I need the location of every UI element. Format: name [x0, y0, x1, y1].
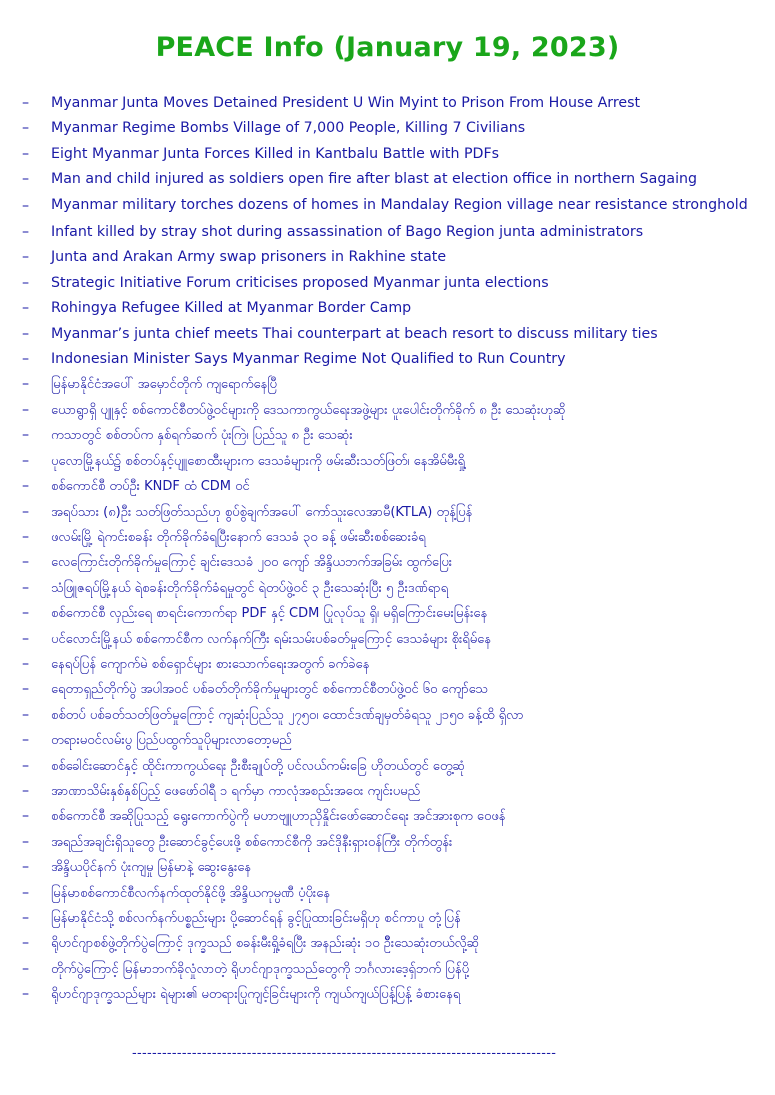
- news-link[interactable]: နေရပ်ပြန် ကျောက်မဲ စစ်ရှောင်များ စားသောက်ရေးအတွက် ခက်ခဲနေ: [51, 656, 370, 672]
- list-item: [20, 525, 760, 550]
- news-link[interactable]: Eight Myanmar Junta Forces Killed in Kantbalu Battle with PDFs: [51, 145, 500, 162]
- list-item: [20, 881, 760, 906]
- news-link[interactable]: စစ်ကောင်စီ လှည်းရေ စာရင်းကောက်ရာ PDF နှင့် CDM ပြုလုပ်သူ ရှိ၊ မရှိကြောင်းမေးမြန်းနေ: [51, 606, 488, 622]
- bullet-dash: –: [22, 630, 30, 647]
- bullet-dash: –: [22, 986, 30, 1003]
- list-item: [20, 500, 760, 525]
- news-list: [20, 91, 760, 1008]
- news-link[interactable]: မြန်မာနိုင်ငံအပေါ် အမှောင်တိုက် ကျရောက်နေပြီ: [51, 377, 277, 393]
- bullet-dash: –: [22, 859, 30, 876]
- list-item: [20, 601, 760, 626]
- bullet-dash: –: [22, 325, 30, 342]
- bullet-dash: –: [22, 681, 30, 698]
- bullet-dash: –: [22, 528, 30, 545]
- news-link[interactable]: ယောရွာရှိ ပျူနှင့် စစ်ကောင်စီတပ်ဖွဲ့ဝင်များကို ဒေသကာကွယ်ရေးအဖွဲ့များ ပူးပေါင်းတိုက်ခိုက် ၈ ဦး သေဆုံးဟုဆို: [51, 402, 566, 418]
- bullet-dash: –: [22, 145, 30, 162]
- bullet-dash: –: [22, 884, 30, 901]
- bullet-dash: –: [22, 171, 30, 188]
- bullet-dash: –: [22, 224, 30, 241]
- bullet-dash: –: [22, 300, 30, 317]
- bullet-dash: –: [22, 960, 30, 977]
- news-link[interactable]: Myanmar military torches dozens of homes in Mandalay Region village near resistance stronghold: [51, 196, 748, 213]
- list-item: [20, 423, 760, 448]
- list-item: [20, 142, 760, 167]
- news-link[interactable]: Indonesian Minister Says Myanmar Regime Not Qualified to Run Country: [51, 351, 566, 368]
- news-link[interactable]: Myanmar Junta Moves Detained President U Win Myint to Prison From House Arrest: [51, 95, 641, 111]
- bullet-dash: –: [22, 655, 30, 672]
- news-link[interactable]: အရည်အချင်းရှိသူတွေ ဦးဆောင်ခွင့်ပေးဖို့ စစ်ကောင်စီကို အင်ဒိုနီးရှားဝန်ကြီး တိုက်တွန်း: [51, 834, 453, 850]
- news-link[interactable]: Rohingya Refugee Killed at Myanmar Border Camp: [51, 300, 412, 317]
- bullet-dash: –: [22, 401, 30, 418]
- footer-divider: -------------------------------------------------------------------------------------: [132, 1046, 557, 1061]
- list-item: [20, 576, 760, 601]
- bullet-dash: –: [22, 452, 30, 469]
- news-link[interactable]: လေကြောင်းတိုက်ခိုက်မှုကြောင့် ချင်းဒေသခံ ၂၀၀ ကျော် အိန္ဒိယဘက်အခြမ်း ထွက်ပြေး: [51, 555, 453, 571]
- news-link[interactable]: ကသာတွင် စစ်တပ်က နှစ်ရက်ဆက် ပုံးကြဲ၊ ပြည်သူ ၈ ဦး သေဆုံး: [51, 428, 353, 444]
- bullet-dash: –: [22, 935, 30, 952]
- list-item: [20, 931, 760, 956]
- bullet-dash: –: [22, 274, 30, 291]
- bullet-dash: –: [22, 808, 30, 825]
- news-link[interactable]: Infant killed by stray shot during assassination of Bago Region junta administrators: [51, 224, 644, 241]
- list-item: [20, 449, 760, 474]
- news-link[interactable]: စစ်ကောင်စီ တပ်ဦး KNDF ထံ CDM ဝင်: [51, 479, 250, 495]
- list-item: [20, 347, 760, 372]
- bullet-dash: –: [22, 120, 30, 137]
- list-item: [20, 193, 760, 220]
- list-item: [20, 296, 760, 321]
- list-item: [20, 398, 760, 423]
- news-link[interactable]: Man and child injured as soldiers open fire after blast at election office in northern Sagaing: [51, 171, 698, 188]
- list-item: [20, 474, 760, 499]
- bullet-dash: –: [22, 757, 30, 774]
- news-link[interactable]: မြန်မာနိုင်ငံသို့ စစ်လက်နက်ပစ္စည်းများ ပို့ဆောင်ရန် ခွင့်ပြုထားခြင်းမရှိဟု စင်ကာပူ တုံ့ပြန်: [51, 911, 461, 926]
- news-link[interactable]: Myanmar’s junta chief meets Thai counterpart at beach resort to discuss military ties: [51, 325, 658, 342]
- bullet-dash: –: [22, 605, 30, 622]
- bullet-dash: –: [22, 197, 30, 214]
- news-link[interactable]: Myanmar Regime Bombs Village of 7,000 People, Killing 7 Civilians: [51, 120, 526, 137]
- news-link[interactable]: ရိုဟင်ဂျာစစ်ဖွဲ့တိုက်ပွဲကြောင့် ဒုက္ခသည် စခန်းမီးရှို့ခံရပြီး အနည်းဆုံး ၁၀ ဥိိီးသေဆုံးတယ်လို့ဆို: [51, 936, 480, 952]
- news-link[interactable]: စစ်ကောင်စီ အဆိုပြုသည့် ရွေးကောက်ပွဲကို မဟာဗျူဟာညှိနှိုင်းဖော်ဆောင်ရေး အင်အားစုက ဝေဖန်: [51, 809, 506, 825]
- bullet-dash: –: [22, 579, 30, 596]
- bullet-dash: –: [22, 910, 30, 926]
- news-link[interactable]: ဖလမ်းမြို့ ရဲကင်းစခန်း တိုက်ခိုက်ခံရပြီးနောက် ဒေသခံ ၃၀ ခန့် ဖမ်းဆီးစစ်ဆေးခံရ: [51, 529, 426, 545]
- bullet-dash: –: [22, 95, 30, 111]
- news-link[interactable]: အာဏာသိမ်းနှစ်နှစ်ပြည့် ဖေဖော်ဝါရီ ၁ ရက်မှာ ကာလုံအစည်းအဝေး ကျင်းပမည်: [51, 783, 421, 799]
- list-item: [20, 703, 760, 728]
- news-link[interactable]: တိုက်ပွဲကြောင့် မြန်မာဘက်ခိုလှုံလာတဲ့ ရိုဟင်ဂျာဒုက္ခသည်တွေကို ဘင်္ဂလားဒေ့ရှ်ဘက် ပြန်ပို့: [51, 961, 469, 977]
- news-link[interactable]: အိန္ဒိယပိုင်နက် ပုံးကျမှု မြန်မာနဲ့ ဆွေးနွေးနေ: [51, 860, 252, 876]
- bullet-dash: –: [22, 554, 30, 571]
- list-item: [20, 116, 760, 141]
- list-item: [20, 372, 760, 397]
- list-item: [20, 957, 760, 982]
- news-link[interactable]: အရပ်သား (၈)ဦး သတ်ဖြတ်သည်ဟု စွပ်စွဲချက်အပေါ် ကော်သူးလေအာမီ(KTLA) တုန့်ပြန်: [51, 504, 473, 520]
- news-link[interactable]: Strategic Initiative Forum criticises proposed Myanmar junta elections: [51, 274, 549, 291]
- bullet-dash: –: [22, 249, 30, 266]
- list-item: [20, 220, 760, 245]
- news-link[interactable]: ပုလောမြို့နယ်၌ စစ်တပ်နှင့်ပျူစောထီးများက ဒေသခံများကို ဖမ်းဆီးသတ်ဖြတ်၊ နေအိမ်မီးရှို့: [51, 453, 465, 469]
- news-link[interactable]: စစ်ခေါင်းဆောင်နှင့် ထိုင်းကာကွယ်ရေး ဦးစီးချုပ်တို့ ပင်လယ်ကမ်းခြေ ဟိုတယ်တွင် တွေ့ဆုံ: [51, 758, 466, 774]
- bullet-dash: –: [22, 427, 30, 444]
- bullet-dash: –: [22, 376, 30, 393]
- list-item: [20, 728, 760, 753]
- bullet-dash: –: [22, 706, 30, 723]
- list-item: [20, 322, 760, 347]
- news-link[interactable]: သံဖြူဇရပ်မြို့နယ် ရဲစခန်းတိုက်ခိုက်ခံရမှုတွင် ရဲတပ်ဖွဲ့ဝင် ၃ ဦးသေဆုံးပြီး ၅ ဦးဒဏ်ရာရ: [51, 580, 449, 596]
- news-link[interactable]: စစ်တပ် ပစ်ခတ်သတ်ဖြတ်မှုကြောင့် ကျဆုံးပြည်သူ ၂၇၅၀၊ ထောင်ဒဏ်ချမှတ်ခံရသူ ၂၁၅၀ ခန့်ထိ ရှိလာ: [51, 707, 524, 723]
- page-title: PEACE Info (January 19, 2023): [155, 32, 620, 63]
- list-item: [20, 652, 760, 677]
- list-item: [20, 245, 760, 270]
- bullet-dash: –: [22, 833, 30, 850]
- list-item: [20, 779, 760, 804]
- list-item: [20, 982, 760, 1007]
- list-item: [20, 550, 760, 575]
- bullet-dash: –: [22, 503, 30, 520]
- list-item: [20, 906, 760, 931]
- list-item: [20, 830, 760, 855]
- news-link[interactable]: တရားမဝင်လမ်းပွ ပြည်ပထွက်သူပိုများလာတော့မည်: [51, 733, 292, 749]
- list-item: [20, 167, 760, 192]
- list-item: [20, 804, 760, 829]
- list-item: [20, 91, 760, 116]
- news-link[interactable]: ရိုဟင်ဂျာဒုက္ခသည်များ ရဲများ၏ မတရားပြုကျင့်ခြင်းများကို ကျယ်ကျယ်ပြန့်ပြန့် ခံစားနေရ: [51, 987, 461, 1003]
- bullet-dash: –: [22, 732, 30, 749]
- list-item: [20, 271, 760, 296]
- bullet-dash: –: [22, 782, 30, 799]
- list-item: [20, 855, 760, 880]
- list-item: [20, 754, 760, 779]
- bullet-dash: –: [22, 351, 30, 368]
- list-item: [20, 677, 760, 702]
- bullet-dash: –: [22, 478, 30, 495]
- news-link[interactable]: ရေတာရှည်တိုက်ပွဲ အပါအဝင် ပစ်ခတ်တိုက်ခိုက်မှုများတွင် စစ်ကောင်စီတပ်ဖွဲ့ဝင် ၆၀ ကျော်သေ: [51, 682, 488, 698]
- news-link[interactable]: မြန်မာစစ်ကောင်စီလက်နက်ထုတ်နိုင်ဖို့ အိန္ဒိယကုမ္ပဏီ ပံ့ပိုးနေ: [51, 885, 331, 901]
- list-item: [20, 627, 760, 652]
- news-link[interactable]: Junta and Arakan Army swap prisoners in Rakhine state: [51, 249, 447, 266]
- news-link[interactable]: ပင်လောင်းမြို့နယ် စစ်ကောင်စီက လက်နက်ကြီး ရမ်းသမ်းပစ်ခတ်မှုကြောင့် ဒေသခံများ စိုးရိမ်နေ: [51, 631, 491, 647]
